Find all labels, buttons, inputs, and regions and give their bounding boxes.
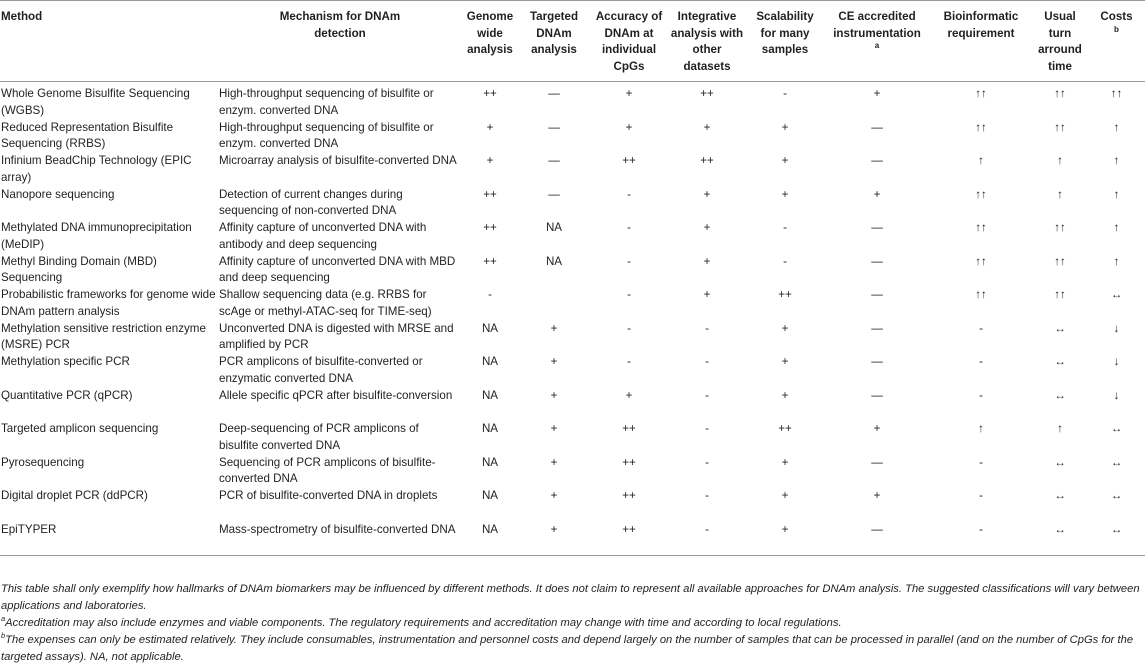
header-row [0, 1, 1145, 82]
table-row [0, 421, 1145, 455]
accuracy-cell: ++ [622, 522, 636, 536]
mechanism-cell: Mass-spectrometry of bisulfite-converted DNA [219, 522, 456, 536]
ce-accredited-cell: — [871, 288, 883, 301]
genome-wide-cell: NA [481, 388, 499, 402]
integrative-cell: ++ [700, 87, 714, 100]
targeted-cell [518, 287, 590, 321]
mechanism-cell: Deep-sequencing of PCR amplicons of bisulfite converted DNA [219, 422, 419, 452]
bioinformatic-cell: ↑ [978, 154, 984, 167]
targeted-cell: — [548, 187, 560, 201]
targeted-cell: + [550, 422, 558, 435]
integrative-cell: + [703, 288, 711, 301]
method-cell: Whole Genome Bisulfite Sequencing (WGBS) [1, 87, 190, 117]
header-costs-label: Costs [1100, 10, 1133, 23]
accuracy-cell: - [627, 187, 631, 201]
bioinformatic-cell: - [979, 522, 983, 536]
table-row [0, 287, 1145, 321]
mechanism-cell: High-throughput sequencing of bisulfite or enzym. converted DNA [219, 87, 434, 117]
table-row [0, 220, 1145, 254]
bioinformatic-cell: ↑↑ [975, 187, 987, 201]
scalability-cell: + [781, 522, 789, 536]
turnaround-cell: ↔ [1054, 455, 1066, 469]
ce-accredited-cell: — [871, 254, 883, 268]
header-ce-accredited [824, 1, 930, 82]
ce-accredited-cell: — [871, 522, 883, 536]
mechanism-cell: PCR of bisulfite-converted DNA in droplets [219, 489, 438, 502]
scalability-cell: + [781, 120, 789, 134]
genome-wide-cell: ++ [483, 187, 497, 201]
targeted-cell: + [550, 388, 558, 402]
turnaround-cell: ↔ [1054, 388, 1066, 402]
mechanism-cell: PCR amplicons of bisulfite-converted or enzymatic converted DNA [219, 355, 423, 385]
accuracy-cell: - [627, 321, 631, 335]
costs-cell: ↑ [1113, 221, 1120, 234]
bioinformatic-cell: ↑↑ [975, 120, 987, 134]
accuracy-cell: + [625, 388, 633, 402]
targeted-cell: — [548, 120, 560, 134]
table-row [0, 354, 1145, 388]
ce-accredited-cell: — [871, 321, 883, 335]
targeted-cell: + [550, 522, 558, 536]
costs-cell: ↓ [1113, 388, 1120, 402]
bioinformatic-cell: ↑ [978, 422, 984, 435]
turnaround-cell: ↔ [1054, 522, 1066, 536]
mechanism-cell: Shallow sequencing data (e.g. RRBS for scAge or methyl-ATAC-seq for TIME-seq) [219, 288, 432, 318]
integrative-cell: - [705, 321, 709, 335]
table-header [0, 1, 1145, 82]
method-cell: Pyrosequencing [1, 455, 85, 469]
scalability-cell: + [781, 455, 789, 469]
header-targeted: Targeted DNAm analysis [529, 10, 579, 56]
targeted-cell: NA [545, 221, 563, 234]
header-ce-label: CE accredited instrumentation [833, 10, 921, 40]
genome-wide-cell: NA [481, 321, 499, 335]
table-row [0, 522, 1145, 556]
mechanism-cell: Allele specific qPCR after bisulfite-conversion [219, 388, 453, 402]
costs-cell: ↔ [1110, 422, 1123, 435]
scalability-cell: + [781, 321, 789, 335]
scalability-cell: - [783, 87, 787, 100]
targeted-cell: + [550, 355, 558, 368]
turnaround-cell: ↔ [1054, 355, 1066, 368]
accuracy-cell: + [625, 120, 633, 134]
footnote-a-mark: a [1, 614, 6, 623]
scalability-cell: + [781, 388, 789, 402]
footnote-a [1, 615, 1143, 632]
accuracy-cell: - [627, 254, 631, 268]
turnaround-cell: ↔ [1054, 489, 1066, 502]
turnaround-cell: ↑↑ [1054, 120, 1066, 134]
header-turnaround: Usual turn arround time [1038, 10, 1082, 73]
mechanism-cell: Detection of current changes during sequencing of non-converted DNA [219, 187, 403, 217]
table-row [0, 388, 1145, 422]
ce-accredited-cell: — [871, 120, 883, 134]
integrative-cell: - [705, 388, 709, 402]
ce-accredited-cell: — [871, 154, 883, 167]
table-footnotes [1, 581, 1143, 666]
ce-accredited-cell: — [871, 455, 883, 469]
table-body [0, 82, 1145, 556]
targeted-cell: + [550, 455, 558, 469]
bioinformatic-cell: - [979, 455, 983, 469]
accuracy-cell: - [627, 221, 631, 234]
costs-cell: ↑ [1113, 154, 1120, 167]
table-row [0, 187, 1145, 221]
table-row [0, 488, 1145, 522]
scalability-cell: - [783, 221, 787, 234]
table-row [0, 254, 1145, 288]
accuracy-cell: ++ [622, 455, 636, 469]
bioinformatic-cell: ↑↑ [975, 221, 987, 234]
mechanism-cell: High-throughput sequencing of bisulfite or enzym. converted DNA [219, 120, 434, 150]
header-integrative: Integrative analysis with other datasets [670, 10, 744, 73]
method-cell: Methyl Binding Domain (MBD) Sequencing [1, 254, 157, 284]
mechanism-cell: Sequencing of PCR amplicons of bisulfite-converted DNA [219, 455, 436, 485]
header-accuracy: Accuracy of DNAm at individual CpGs [595, 10, 663, 73]
genome-wide-cell: + [486, 120, 494, 134]
targeted-cell: + [550, 489, 558, 502]
scalability-cell: + [781, 154, 789, 167]
bioinformatic-cell: - [979, 489, 983, 502]
footnote-b-text: The expenses can only be estimated relatively. They include consumables, instrumentation and personnel costs and depend largely on the number of samples that can be processed in parallel (and on the number of CpGs for the targeted assays). NA, not applicable. [1, 634, 1134, 663]
genome-wide-cell: ++ [483, 87, 497, 100]
header-scalability: Scalability for many samples [756, 10, 814, 56]
genome-wide-cell: NA [481, 455, 499, 469]
ce-accredited-cell: + [873, 422, 881, 435]
bioinformatic-cell: ↑↑ [975, 288, 987, 301]
costs-cell: ↔ [1110, 288, 1123, 301]
targeted-cell: — [548, 87, 560, 100]
accuracy-cell: - [627, 288, 631, 301]
scalability-cell: ++ [778, 422, 792, 435]
costs-cell: ↑ [1113, 187, 1120, 201]
genome-wide-cell: ++ [483, 254, 497, 268]
footnote-b-mark: b [1, 631, 6, 640]
costs-cell: ↑↑ [1110, 87, 1123, 100]
genome-wide-cell: NA [481, 422, 499, 435]
turnaround-cell: ↑↑ [1054, 254, 1066, 268]
integrative-cell: + [703, 254, 711, 268]
ce-accredited-cell: — [871, 355, 883, 368]
header-bioinformatic: Bioinformatic requirement [943, 10, 1019, 40]
costs-cell: ↔ [1110, 489, 1123, 502]
method-cell: Quantitative PCR (qPCR) [1, 388, 133, 402]
accuracy-cell: + [625, 87, 633, 100]
integrative-cell: + [703, 221, 711, 234]
integrative-cell: - [705, 489, 709, 502]
genome-wide-cell: NA [481, 522, 499, 536]
costs-cell: ↔ [1110, 522, 1123, 536]
bioinformatic-cell: - [979, 388, 983, 402]
integrative-cell: - [705, 422, 709, 435]
bioinformatic-cell: - [979, 321, 983, 335]
integrative-cell: + [703, 187, 711, 201]
method-cell: Methylated DNA immunoprecipitation (MeDIP) [1, 221, 192, 251]
ce-accredited-cell: — [871, 221, 883, 234]
footnote-marker-a: a [874, 41, 880, 50]
genome-wide-cell: + [486, 154, 494, 167]
turnaround-cell: ↑ [1057, 154, 1063, 167]
ce-accredited-cell: + [873, 489, 881, 502]
turnaround-cell: ↑↑ [1054, 87, 1066, 100]
scalability-cell: ++ [778, 288, 792, 301]
bioinformatic-cell: - [979, 355, 983, 368]
method-cell: Digital droplet PCR (ddPCR) [1, 489, 148, 502]
integrative-cell: - [705, 522, 709, 536]
scalability-cell: + [781, 489, 789, 502]
table-row [0, 120, 1145, 154]
table-row [0, 321, 1145, 355]
scalability-cell: + [781, 355, 789, 368]
table-row [0, 455, 1145, 489]
bioinformatic-cell: ↑↑ [975, 87, 987, 100]
accuracy-cell: ++ [622, 154, 636, 167]
accuracy-cell: ++ [622, 489, 636, 502]
genome-wide-cell: NA [481, 489, 499, 502]
scalability-cell: - [783, 254, 787, 268]
table-row [0, 153, 1145, 187]
table-row [0, 82, 1145, 120]
mechanism-cell: Unconverted DNA is digested with MRSE and amplified by PCR [219, 321, 454, 351]
mechanism-cell: Affinity capture of unconverted DNA with antibody and deep sequencing [219, 221, 427, 251]
costs-cell: ↑ [1113, 120, 1120, 134]
method-cell: Reduced Representation Bisulfite Sequencing (RRBS) [1, 120, 174, 150]
costs-cell: ↔ [1110, 455, 1123, 469]
method-cell: Infinium BeadChip Technology (EPIC array) [1, 154, 192, 184]
genome-wide-cell: - [488, 288, 492, 301]
method-cell: Nanopore sequencing [1, 187, 115, 201]
costs-cell: ↑ [1113, 254, 1120, 268]
turnaround-cell: ↑↑ [1054, 221, 1066, 234]
method-cell: Methylation sensitive restriction enzyme (MSRE) PCR [1, 321, 206, 351]
ce-accredited-cell: + [873, 187, 881, 201]
turnaround-cell: ↑↑ [1054, 288, 1066, 301]
genome-wide-cell: NA [481, 355, 499, 368]
accuracy-cell: ++ [622, 422, 636, 435]
header-costs [1088, 1, 1145, 82]
integrative-cell: ++ [700, 154, 714, 167]
turnaround-cell: ↑ [1057, 187, 1063, 201]
footnote-marker-b: b [1114, 24, 1119, 34]
mechanism-cell: Affinity capture of unconverted DNA with MBD and deep sequencing [219, 254, 456, 284]
header-mechanism: Mechanism for DNAm detection [279, 10, 401, 40]
bioinformatic-cell: ↑↑ [975, 254, 987, 268]
targeted-cell: NA [545, 254, 563, 268]
header-method: Method [1, 10, 43, 23]
integrative-cell: + [703, 120, 711, 134]
method-cell: Probabilistic frameworks for genome wide DNAm pattern analysis [1, 288, 216, 318]
mechanism-cell: Microarray analysis of bisulfite-converted DNA [219, 154, 457, 167]
turnaround-cell: ↑ [1057, 422, 1063, 435]
method-cell: Methylation specific PCR [1, 355, 130, 368]
integrative-cell: - [705, 355, 709, 368]
footnote-general: This table shall only exemplify how hallmarks of DNAm biomarkers may be influenced by different methods. It does not claim to represent all available approaches for DNAm analysis. The suggested classifications will vary between applications and laboratories. [1, 583, 1140, 612]
accuracy-cell: - [627, 355, 631, 368]
costs-cell: ↓ [1113, 355, 1120, 368]
ce-accredited-cell: + [873, 87, 881, 100]
footnote-a-text: Accreditation may also include enzymes and viable components. The regulatory requirements and accreditation may change with time and according to local regulations. [5, 617, 842, 629]
header-genome-wide: Genome wide analysis [466, 10, 514, 56]
turnaround-cell: ↔ [1054, 321, 1066, 335]
ce-accredited-cell: — [871, 388, 883, 402]
method-cell: EpiTYPER [1, 522, 57, 536]
genome-wide-cell: ++ [483, 221, 497, 234]
targeted-cell: — [548, 154, 560, 167]
costs-cell: ↓ [1113, 321, 1120, 335]
targeted-cell: + [550, 321, 558, 335]
scalability-cell: + [781, 187, 789, 201]
integrative-cell: - [705, 455, 709, 469]
method-cell: Targeted amplicon sequencing [1, 422, 159, 435]
